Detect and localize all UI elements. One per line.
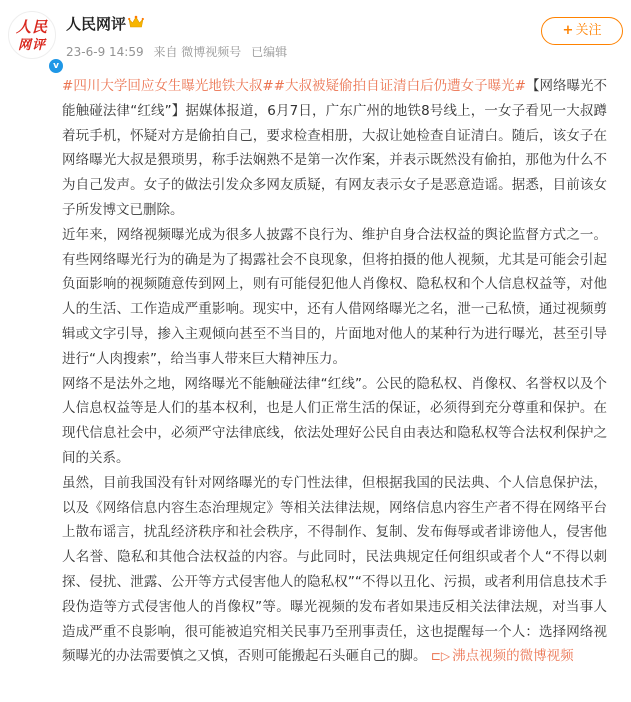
post-edited: 已编辑	[251, 45, 288, 59]
hashtag-uncle-suspected-filming[interactable]: #大叔被疑偷拍自证清白后仍遭女子曝光#	[273, 78, 526, 94]
video-link-label: 沸点视频的微博视频	[452, 648, 574, 665]
verified-badge-icon: v	[47, 57, 65, 75]
post-paragraph-4	[62, 471, 607, 669]
crown-icon	[128, 15, 144, 29]
author-name[interactable]: 人民网评	[66, 15, 127, 33]
avatar-logo-line1: 人民	[15, 18, 48, 36]
post-header	[0, 0, 631, 74]
hashtag-sichuan-university[interactable]: #四川大学回应女生曝光地铁大叔#	[62, 78, 274, 94]
paragraph-1-text: 【网络曝光不能触碰法律“红线”】据媒体报道，6月7日，广东广州的地铁8号线上，一女子看见一大叔蹲着玩手机，怀疑对方是偷拍自己，要求检查相册，大叔让她检查自证清白。随后，该女子在网络曝光大叔是猥琐男，称手法娴熟不是第一次作案，并表示既然没有偷拍，那他为什么不为自己发声。女子的做法引发众多网友质疑，有网友表示女子是恶意造谣。据悉，目前该女子所发博文已删除。	[62, 78, 608, 218]
avatar[interactable]	[8, 11, 59, 71]
post-source: 来自 微博视频号	[153, 45, 242, 59]
video-icon: ⊏▷	[430, 649, 451, 664]
post-time[interactable]: 23-6-9 14:59	[66, 45, 144, 59]
follow-button[interactable]	[541, 17, 623, 45]
post-content	[62, 74, 607, 669]
follow-button-label: 关注	[575, 23, 602, 38]
post-paragraph-2: 近年来，网络视频曝光成为很多人披露不良行为、维护自身合法权益的舆论监督方式之一。有些网络曝光行为的确是为了揭露社会不良现象，但将拍摄的他人视频，尤其是可能会引起负面影响的视频随意传到网上，则有可能侵犯他人肖像权、隐私权和个人信息权益等，对他人的生活、工作造成严重影响。现实中，还有人借网络曝光之名，泄一己私愤，通过视频剪辑或文字引导，掺入主观倾向甚至不当目的，片面地对他人的某种行为进行曝光，甚至引导进行“人肉搜索”，给当事人带来巨大精神压力。	[62, 226, 607, 367]
post-meta	[66, 43, 293, 60]
post-paragraph-1	[62, 74, 607, 223]
plus-icon: +	[562, 23, 574, 38]
paragraph-4-text: 虽然，目前我国没有针对网络曝光的专门性法律，但根据我国的民法典、个人信息保护法，以及《网络信息内容生态治理规定》等相关法律法规，网络信息内容生产者不得在网络平台上散布谣言，扰乱经济秩序和社会秩序，不得制作、复制、发布侮辱或者诽谤他人，侵害他人名誉、隐私和其他合法权益的内容。与此同时，民法典规定任何组织或者个人“不得以刺探、侵扰、泄露、公开等方式侵害他人的隐私权”“不得以丑化、污损，或者利用信息技术手段伪造等方式侵害他人的肖像权”等。曝光视频的发布者如果违反相关法律法规，对当事人造成严重不良影响，很可能被追究相关民事乃至刑事责任，这也提醒每一个人：选择网络视频曝光的办法需要慎之又慎，否则可能搬起石头砸自己的脚。	[62, 474, 607, 665]
video-link[interactable]	[431, 648, 574, 664]
avatar-logo-line2: 网评	[17, 38, 46, 53]
post-paragraph-3: 网络不是法外之地，网络曝光不能触碰法律“红线”。公民的隐私权、肖像权、名誉权以及个人信息权益等是人们的基本权利，也是人们正常生活的保证，必须得到充分尊重和保护。在现代信息社会中，必须严守法律底线，依法处理好公民自由表达和隐私权等合法权利保护之间的关系。	[62, 375, 607, 466]
